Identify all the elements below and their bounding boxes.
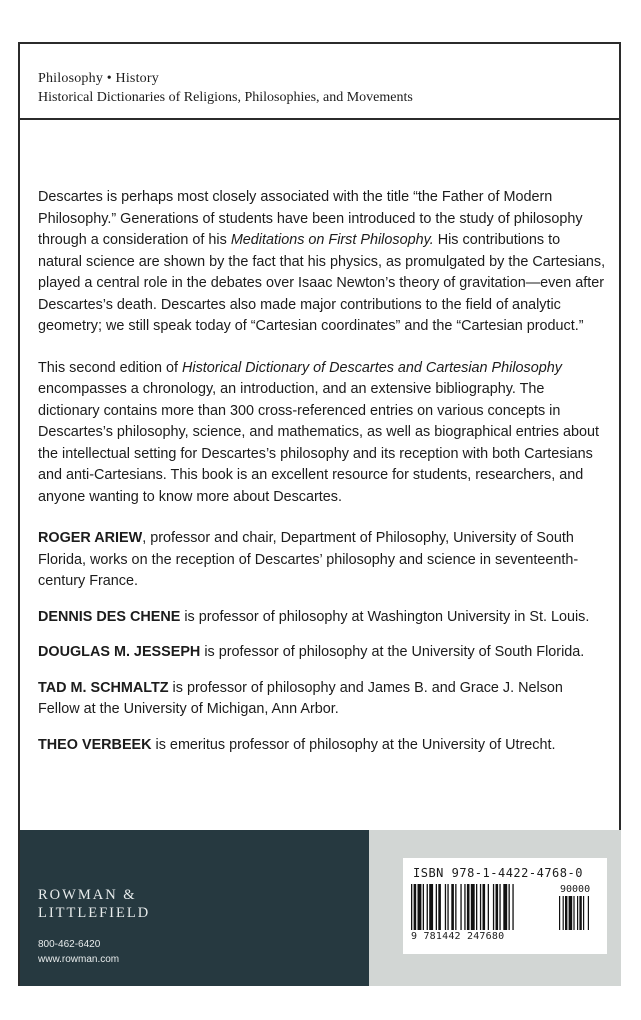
author-name: DENNIS DES CHENE <box>38 608 181 625</box>
author-bio-text: is professor of philosophy and James B. and Grace J. Nelson Fellow at the University of Michigan, Ann Arbor. <box>38 679 563 717</box>
author-bio <box>38 528 608 593</box>
p2-italic-title: Historical Dictionary of Descartes and Cartesian Philosophy <box>182 359 562 376</box>
barcode-digits: 9 781442 247680 <box>411 931 505 942</box>
description <box>38 187 608 770</box>
description-paragraph-1 <box>38 187 608 338</box>
p2-text-rest: encompasses a chronology, an introduction, and an extensive bibliography. The dictionary contains more than 300 cross-referenced entries on various concepts in Descartes’s philosophy, science, and mathematics, as well as biographical entries about the intellectual setting for Descartes’s philosophy and its reception with both Cartesians and anti-Cartesians. This book is an excellent resource for students, researchers, and anyone wanting to know more about Descartes. <box>38 381 599 505</box>
author-bio-text: is emeritus professor of philosophy at the University of Utrecht. <box>151 736 556 753</box>
publisher-phone: 800-462-6420 <box>38 939 101 950</box>
series-categories: Philosophy • History <box>38 71 159 86</box>
back-cover-frame <box>18 42 621 986</box>
publisher-panel <box>20 830 369 986</box>
author-bio <box>38 642 608 664</box>
author-bio-text: is professor of philosophy at Washington University in St. Louis. <box>180 608 590 625</box>
author-name: DOUGLAS M. JESSEPH <box>38 644 201 660</box>
publisher-logo <box>38 886 150 922</box>
author-bio-text: is professor of philosophy at the University of South Florida. <box>200 644 585 660</box>
p2-text: This second edition of <box>38 359 182 376</box>
isbn-text: ISBN 978-1-4422-4768-0 <box>413 866 583 880</box>
author-name: THEO VERBEEK <box>38 736 152 753</box>
series-title: Historical Dictionaries of Religions, Philosophies, and Movements <box>38 90 413 105</box>
publisher-name-line1: ROWMAN & <box>38 887 137 903</box>
barcode-addon-number: 90000 <box>560 884 591 895</box>
author-name: TAD M. SCHMALTZ <box>38 679 169 696</box>
series-header <box>20 44 619 120</box>
p1-text-rest: His contributions to natural science are shown by the fact that his physics, as promulgated by the Cartesians, played a central role in the debates over Isaac Newton’s theory of gravitation—even after Descartes’s death. Descartes also made major contributions to the field of analytic geometry; we still speak today of “Cartesian coordinates” and the “Cartesian product.” <box>38 232 606 334</box>
author-bio <box>38 735 608 757</box>
publisher-website: www.rowman.com <box>38 954 120 965</box>
author-name: ROGER ARIEW <box>38 530 143 546</box>
publisher-contact <box>38 937 119 967</box>
author-bio-text: , professor and chair, Department of Philosophy, University of South Florida, works on the reception of Descartes’ philosophy and science in seventeenth-century France. <box>38 530 579 589</box>
barcode-panel <box>369 830 621 986</box>
publisher-name-line2: LITTLEFIELD <box>38 905 151 921</box>
p1-text: Descartes is perhaps most closely associated with the title “the Father of Modern Philosophy.” Generations of students have been introduced to the study of philosophy through a consideration of his <box>38 189 583 248</box>
description-paragraph-2 <box>38 358 608 509</box>
author-bio <box>38 678 608 721</box>
barcode-label <box>403 858 607 954</box>
p1-italic-title: Meditations on First Philosophy. <box>230 232 434 248</box>
author-bio <box>38 607 608 629</box>
